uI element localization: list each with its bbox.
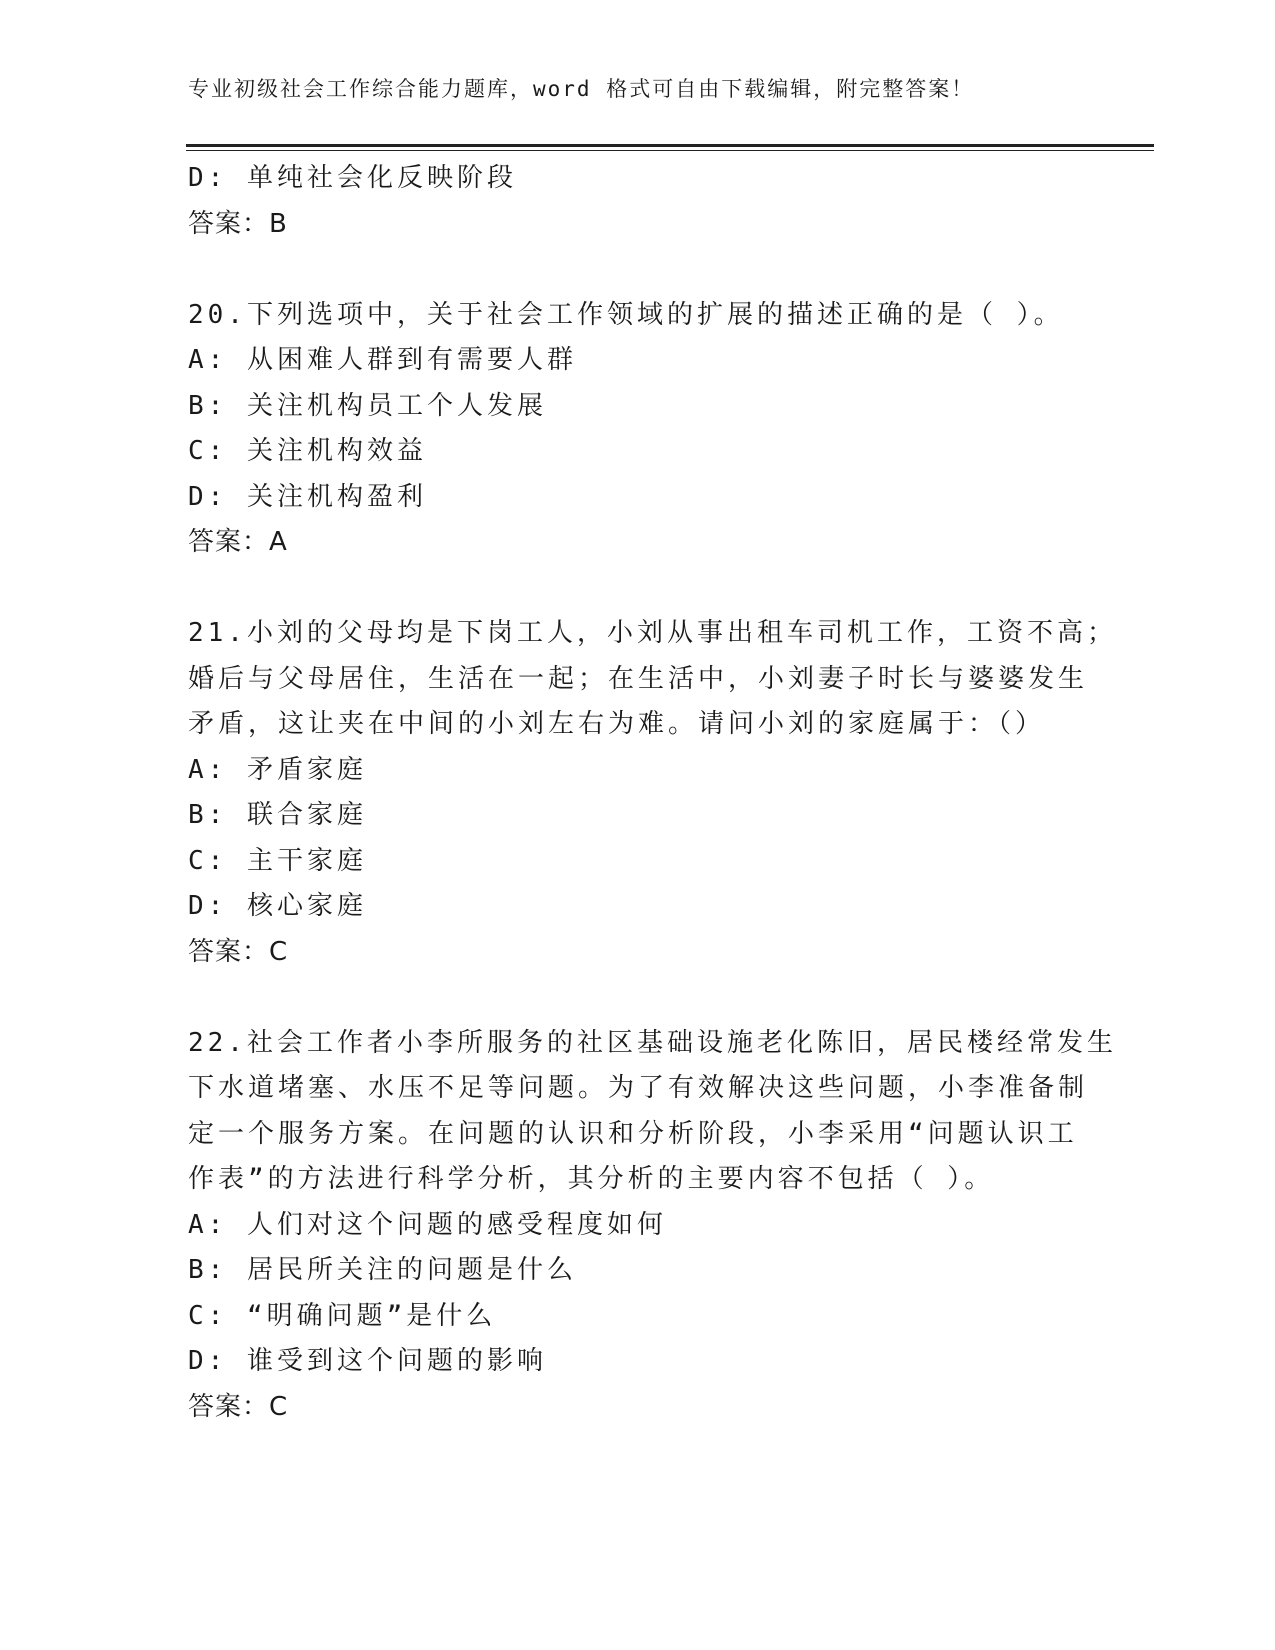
answer-line: 答案：A (188, 527, 288, 557)
option-c: C: 关注机构效益 (188, 436, 427, 466)
question-stem: 定一个服务方案。在问题的认识和分析阶段，小李采用“问题认识工 (188, 1118, 1078, 1149)
question-stem: 矛盾，这让夹在中间的小刘左右为难。请问小刘的家庭属于：（） (188, 709, 1046, 739)
question-22 (188, 1021, 1117, 1431)
question-21 (188, 611, 1117, 975)
option-b: B: 居民所关注的问题是什么 (188, 1255, 577, 1285)
question-stem: 21.小刘的父母均是下岗工人，小刘从事出租车司机工作，工资不高； (188, 618, 1117, 648)
header-rule-thin (186, 150, 1154, 151)
option-d: D: 关注机构盈利 (188, 481, 427, 512)
answer-line: 答案：C (188, 936, 289, 967)
header-rule-thick (186, 144, 1154, 147)
answer-line: 答案：B (188, 208, 288, 239)
option-a: A: 人们对这个问题的感受程度如何 (188, 1209, 667, 1240)
option-b: B: 联合家庭 (188, 800, 367, 830)
option-c: C: “明确问题”是什么 (188, 1300, 497, 1331)
option-c: C: 主干家庭 (188, 845, 367, 876)
question-stem: 作表”的方法进行科学分析，其分析的主要内容不包括（ ）。 (188, 1164, 995, 1194)
question-stem: 20.下列选项中，关于社会工作领域的扩展的描述正确的是（ ）。 (188, 299, 1064, 330)
option-d: D: 单纯社会化反映阶段 (188, 163, 517, 193)
page-header: 专业初级社会工作综合能力题库，word 格式可自由下载编辑，附完整答案！ (188, 77, 975, 101)
previous-question-tail (188, 156, 1088, 247)
question-stem: 下水道堵塞、水压不足等问题。为了有效解决这些问题，小李准备制 (188, 1073, 1089, 1103)
answer-line: 答案：C (188, 1391, 289, 1422)
option-d: D: 核心家庭 (188, 891, 367, 921)
question-list (188, 156, 1117, 1430)
question-stem: 婚后与父母居住，生活在一起；在生活中，小刘妻子时长与婆婆发生 (188, 663, 1089, 694)
question-20 (188, 293, 1088, 566)
option-b: B: 关注机构员工个人发展 (188, 390, 547, 421)
option-a: A: 矛盾家庭 (188, 754, 367, 785)
option-d: D: 谁受到这个问题的影响 (188, 1346, 547, 1376)
question-stem: 22.社会工作者小李所服务的社区基础设施老化陈旧，居民楼经常发生 (188, 1027, 1117, 1058)
option-a: A: 从困难人群到有需要人群 (188, 345, 577, 375)
